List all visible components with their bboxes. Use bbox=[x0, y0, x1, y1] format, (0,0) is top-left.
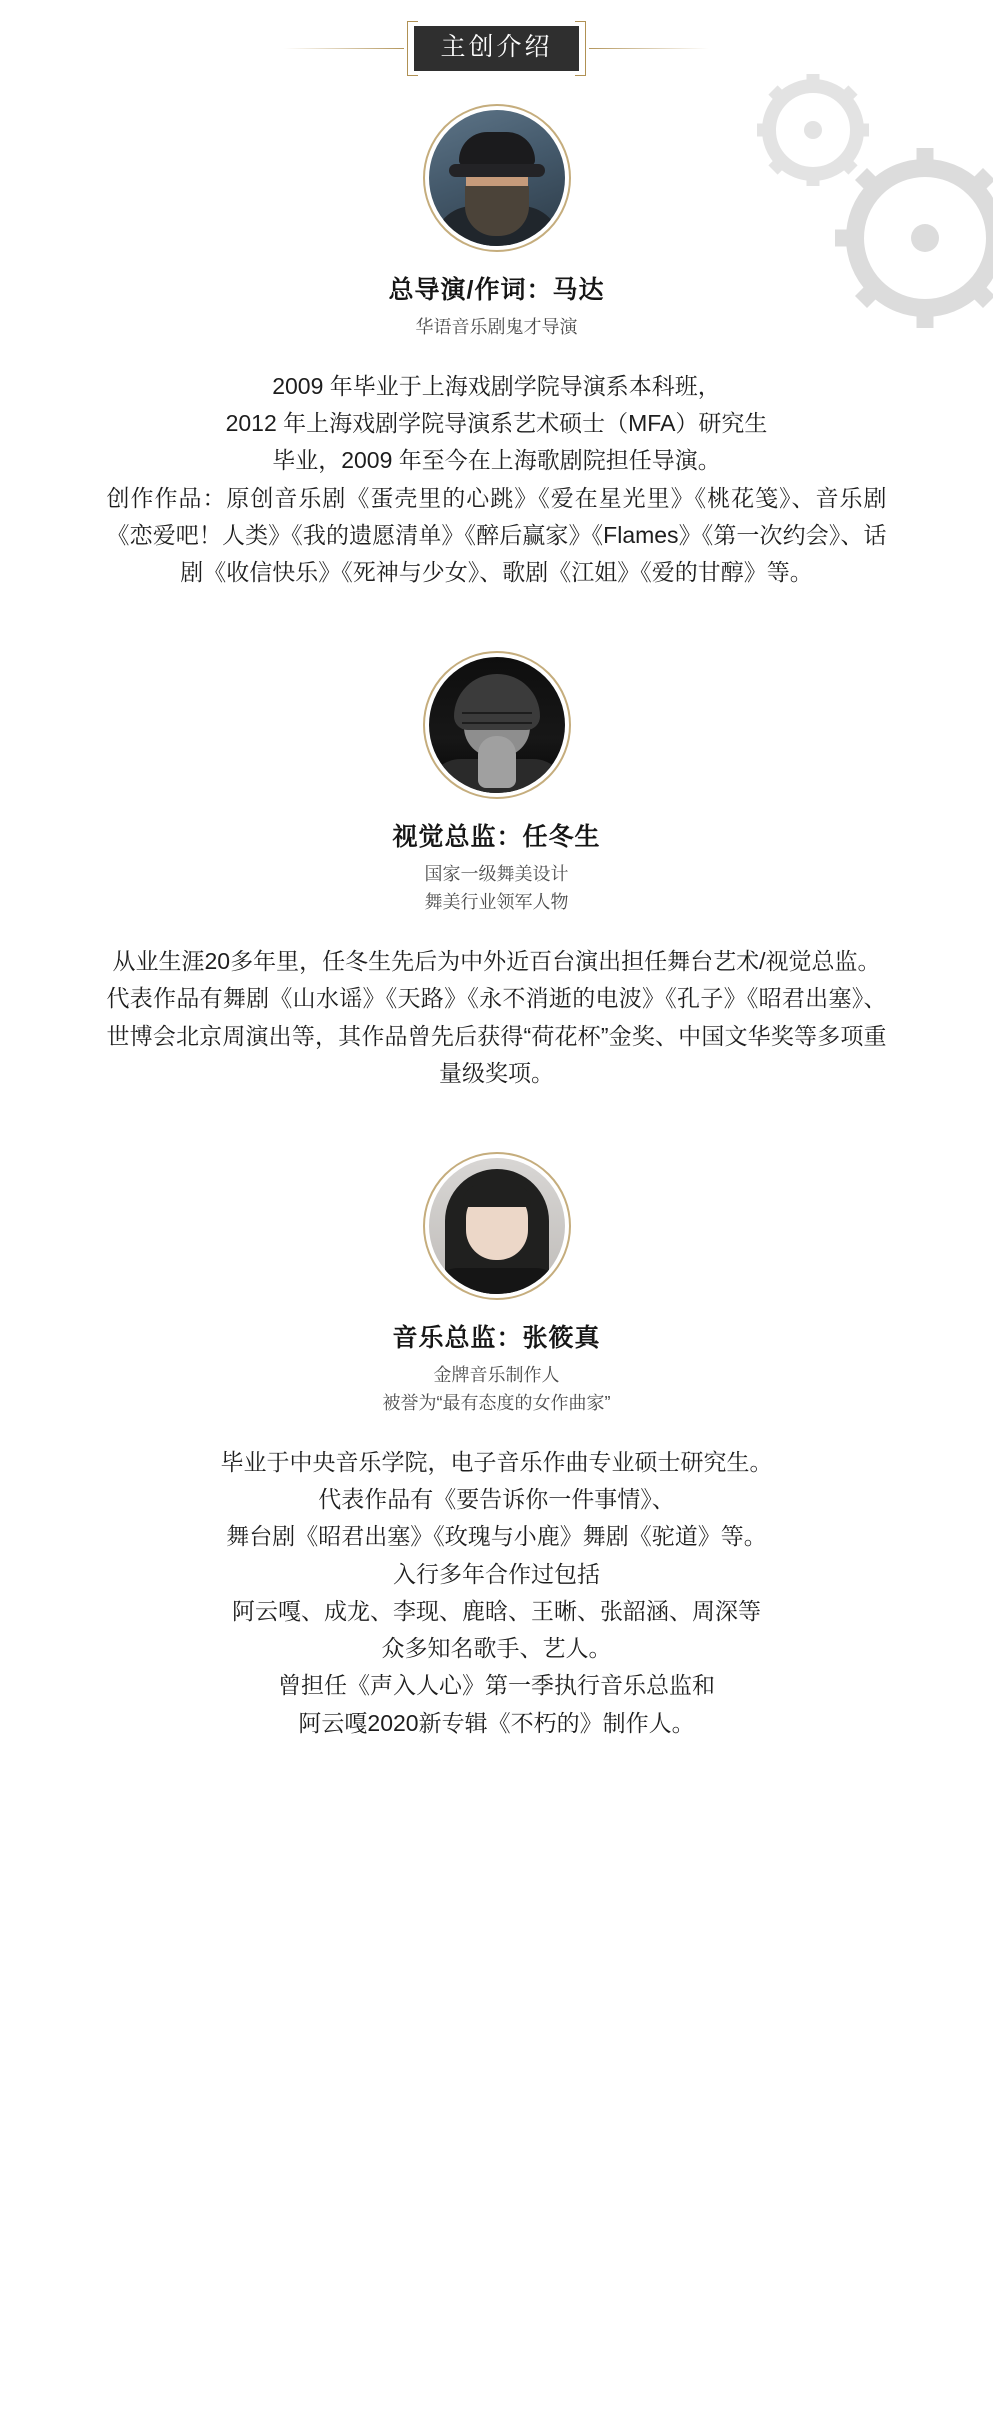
bio-line: 曾担任《声入人心》第一季执行音乐总监和 bbox=[278, 1672, 715, 1699]
avatar bbox=[423, 651, 571, 799]
person-card bbox=[0, 591, 993, 1092]
person-bio bbox=[107, 368, 887, 592]
avatar-ren-dongsheng bbox=[429, 657, 565, 793]
banner bbox=[284, 26, 708, 71]
person-card bbox=[0, 1092, 993, 1742]
banner-rule-right bbox=[589, 48, 709, 49]
bio-line: 舞台剧《昭君出塞》《玫瑰与小鹿》舞剧《驼道》等。 bbox=[226, 1523, 767, 1550]
person-name: 总导演/作词：马达 bbox=[388, 276, 605, 304]
people-list bbox=[0, 96, 993, 1782]
bio-line: 阿云嘎、成龙、李现、鹿晗、王晰、张韶涵、周深等 bbox=[232, 1597, 761, 1624]
subtitle-line: 被誉为“最有态度的女作曲家” bbox=[382, 1393, 611, 1414]
person-subtitle: 华语音乐剧鬼才导演 bbox=[415, 317, 578, 337]
banner-title: 主创介绍 bbox=[414, 26, 578, 71]
bio-line: 2012 年上海戏剧学院导演系艺术硕士（MFA）研究生 bbox=[225, 410, 768, 437]
bio-line: 从业生涯20多年里，任冬生先后为中外近百台演出担任舞台艺术/视觉总监。 bbox=[112, 948, 881, 975]
subtitle-line: 国家一级舞美设计 bbox=[424, 864, 569, 885]
bio-line: 创作作品：原创音乐剧《蛋壳里的心跳》《爱在星光里》《桃花笺》、音乐剧《恋爱吧！人类》《我的遗愿清单》《醉后赢家》《Flames》《第一次约会》、话剧《收信快乐》《死神与少女》、歌剧《江姐》《爱的甘醇》等。 bbox=[106, 484, 887, 586]
avatar-zhang-yuzhen bbox=[429, 1158, 565, 1294]
person-name: 视觉总监：任冬生 bbox=[392, 823, 601, 852]
bio-line: 代表作品有《要告诉你一件事情》、 bbox=[318, 1486, 675, 1513]
section-header bbox=[0, 0, 993, 96]
person-name: 音乐总监：张筱真 bbox=[392, 1324, 601, 1353]
avatar bbox=[423, 104, 571, 252]
banner-rule-left bbox=[284, 48, 404, 49]
person-subtitle bbox=[0, 861, 993, 917]
subtitle-line: 舞美行业领军人物 bbox=[424, 892, 569, 913]
bio-line: 阿云嘎2020新专辑《不朽的》制作人。 bbox=[298, 1709, 695, 1736]
person-card bbox=[0, 96, 993, 591]
person-subtitle bbox=[0, 1362, 993, 1418]
bio-line: 众多知名歌手、艺人。 bbox=[381, 1635, 612, 1662]
person-bio bbox=[107, 1444, 887, 1742]
bio-line: 代表作品有舞剧《山水谣》《天路》《永不消逝的电波》《孔子》《昭君出塞》、世博会北京周演出等，其作品曾先后获得“荷花杯”金奖、中国文华奖等多项重量级奖项。 bbox=[106, 985, 887, 1086]
bio-line: 2009 年毕业于上海戏剧学院导演系本科班， bbox=[272, 372, 721, 399]
avatar-ma-da bbox=[429, 110, 565, 246]
subtitle-line: 金牌音乐制作人 bbox=[433, 1365, 560, 1386]
avatar bbox=[423, 1152, 571, 1300]
bio-line: 入行多年合作过包括 bbox=[393, 1560, 600, 1587]
avatar-wrap bbox=[0, 104, 993, 252]
person-bio bbox=[107, 943, 887, 1092]
bio-line: 毕业于中央音乐学院，电子音乐作曲专业硕士研究生。 bbox=[220, 1448, 773, 1475]
bio-line: 毕业，2009 年至今在上海歌剧院担任导演。 bbox=[272, 447, 721, 474]
avatar-wrap bbox=[0, 1152, 993, 1300]
avatar-wrap bbox=[0, 651, 993, 799]
